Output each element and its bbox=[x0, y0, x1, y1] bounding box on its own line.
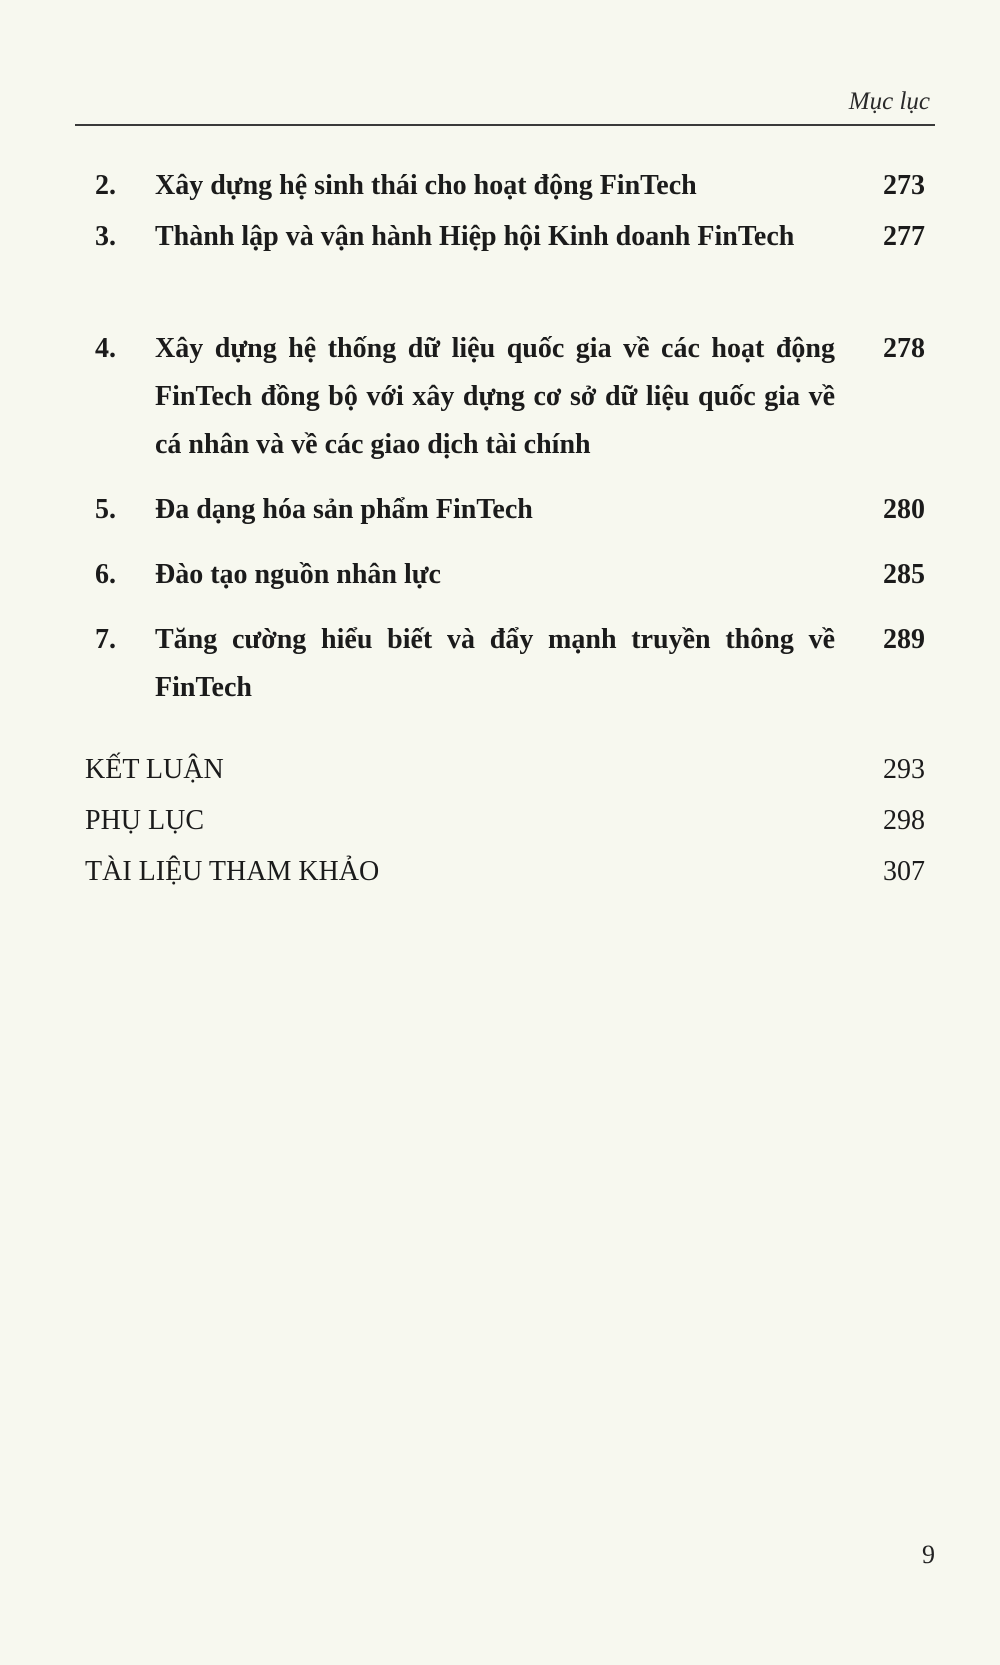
toc-entry-title: Tăng cường hiểu biết và đẩy mạnh truyền thông về FinTech bbox=[155, 624, 835, 703]
toc-section-page: 298 bbox=[883, 805, 925, 836]
toc-entry-title: Đào tạo nguồn nhân lực bbox=[155, 559, 441, 590]
toc-entry-page: 289 bbox=[883, 624, 925, 655]
toc-entry-page: 273 bbox=[883, 170, 925, 201]
toc-entry-title: Đa dạng hóa sản phẩm FinTech bbox=[155, 494, 533, 525]
toc-section-title: TÀI LIỆU THAM KHẢO bbox=[85, 856, 380, 887]
toc-entry-number: 2. bbox=[95, 170, 116, 201]
page-number: 9 bbox=[922, 1540, 935, 1569]
toc-entry-title: Thành lập và vận hành Hiệp hội Kinh doanh FinTech bbox=[155, 221, 795, 252]
toc-entry-number: 3. bbox=[95, 221, 116, 252]
header-rule bbox=[75, 124, 935, 126]
toc-section-title: PHỤ LỤC bbox=[85, 805, 205, 836]
toc-entry-number: 4. bbox=[95, 333, 116, 364]
toc-entry-page: 285 bbox=[883, 559, 925, 590]
toc-entry-page: 278 bbox=[883, 333, 925, 364]
toc-section-title: KẾT LUẬN bbox=[85, 754, 224, 785]
toc-entry-title: Xây dựng hệ thống dữ liệu quốc gia về các hoạt động FinTech đồng bộ với xây dựng cơ sở dữ liệu quốc gia về cá nhân và về các giao dịch tài chính bbox=[155, 333, 835, 460]
toc-entry-number: 5. bbox=[95, 494, 116, 525]
toc-section-page: 293 bbox=[883, 754, 925, 785]
running-header: Mục lục bbox=[848, 88, 930, 115]
toc-entry-number: 6. bbox=[95, 559, 116, 590]
toc-section-page: 307 bbox=[883, 856, 925, 887]
toc-entry-page: 280 bbox=[883, 494, 925, 525]
toc-entry-page: 277 bbox=[883, 221, 925, 252]
toc-entry-title: Xây dựng hệ sinh thái cho hoạt động FinTech bbox=[155, 170, 697, 201]
toc-entry-number: 7. bbox=[95, 624, 116, 655]
